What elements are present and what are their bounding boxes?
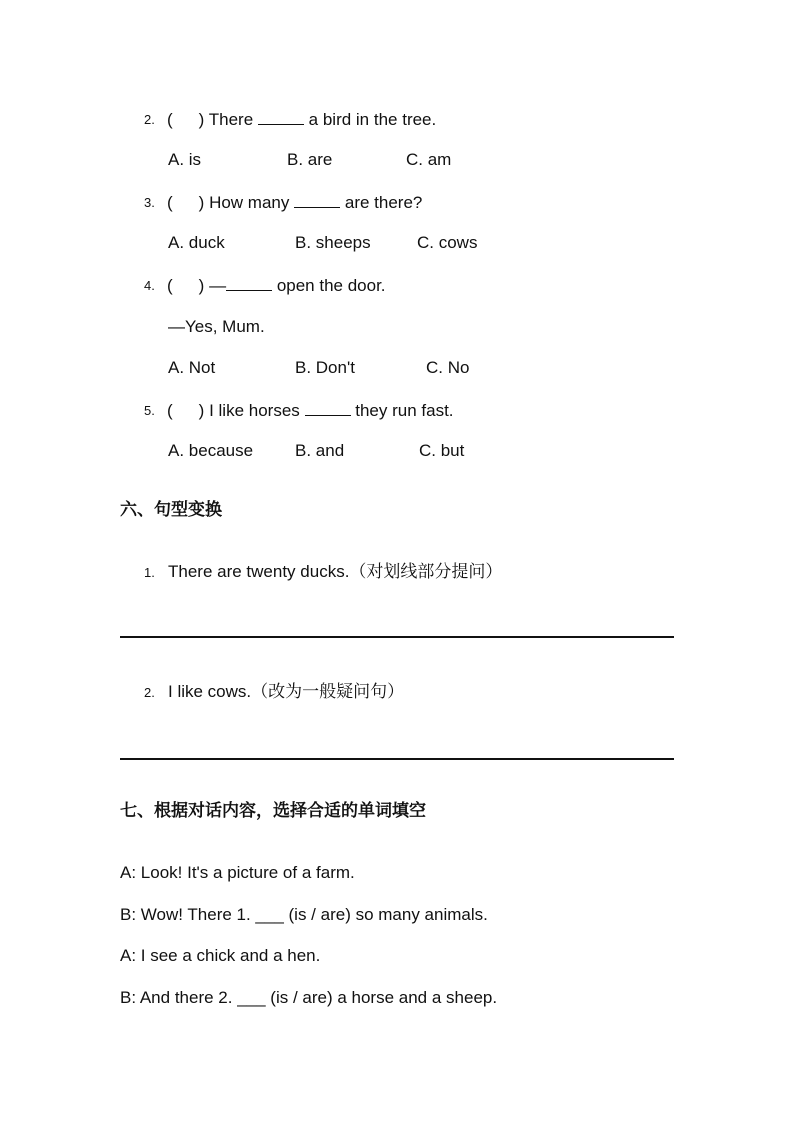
question-number: 5. <box>144 403 155 418</box>
stem-before: I like horses <box>209 401 300 420</box>
stem-after: open the door. <box>276 276 386 295</box>
paren-open: ( <box>167 276 173 295</box>
answer-line[interactable] <box>120 636 674 638</box>
stem-before: There <box>208 110 254 129</box>
question-stem <box>167 192 422 213</box>
question-stem <box>167 400 454 421</box>
option-b[interactable]: B. and <box>295 441 345 460</box>
question-number: 3. <box>144 195 155 210</box>
section-heading: 七、根据对话内容，选择合适的单词填空 <box>120 801 426 821</box>
paren-open: ( <box>167 193 173 212</box>
option-b[interactable]: B. sheeps <box>295 233 371 252</box>
paren-close: ) <box>198 110 205 129</box>
question-number: 2. <box>144 112 155 127</box>
option-b[interactable]: B. are <box>287 150 333 169</box>
stem-after: they run fast. <box>355 401 454 420</box>
stem-after: a bird in the tree. <box>308 110 437 129</box>
answer-blank[interactable] <box>305 400 351 416</box>
answer-blank[interactable] <box>258 109 304 125</box>
dialogue-line: A: Look! It's a picture of a farm. <box>120 863 355 882</box>
option-c[interactable]: C. but <box>419 441 465 460</box>
transform-prompt: There are twenty ducks.（对划线部分提问） <box>168 562 503 581</box>
option-c[interactable]: C. No <box>426 358 470 377</box>
answer-blank[interactable] <box>294 192 340 208</box>
paren-close: ) <box>198 276 205 295</box>
question-number: 4. <box>144 278 155 293</box>
option-c[interactable]: C. cows <box>417 233 478 252</box>
stem-before: — <box>209 276 227 295</box>
transform-prompt: I like cows.（改为一般疑问句） <box>168 682 405 701</box>
answer-line[interactable] <box>120 758 674 760</box>
question-number: 1. <box>144 565 155 580</box>
option-a[interactable]: A. is <box>168 150 202 169</box>
stem-after: are there? <box>344 193 423 212</box>
answer-blank[interactable] <box>226 275 272 291</box>
paren-close: ) <box>198 193 205 212</box>
section-heading: 六、句型变换 <box>120 500 222 520</box>
dialogue-reply: —Yes, Mum. <box>168 317 265 336</box>
question-stem <box>167 275 386 296</box>
option-b[interactable]: B. Don't <box>295 358 355 377</box>
option-c[interactable]: C. am <box>406 150 452 169</box>
dialogue-line: B: Wow! There 1. ___ (is / are) so many animals. <box>120 905 488 924</box>
dialogue-line: B: And there 2. ___ (is / are) a horse and a sheep. <box>120 988 498 1007</box>
question-stem <box>167 109 436 130</box>
dialogue-line: A: I see a chick and a hen. <box>120 946 321 965</box>
paren-open: ( <box>167 110 173 129</box>
question-number: 2. <box>144 685 155 700</box>
option-a[interactable]: A. duck <box>168 233 225 252</box>
option-a[interactable]: A. because <box>168 441 254 460</box>
stem-before: How many <box>209 193 290 212</box>
option-a[interactable]: A. Not <box>168 358 216 377</box>
paren-open: ( <box>167 401 173 420</box>
paren-close: ) <box>198 401 205 420</box>
